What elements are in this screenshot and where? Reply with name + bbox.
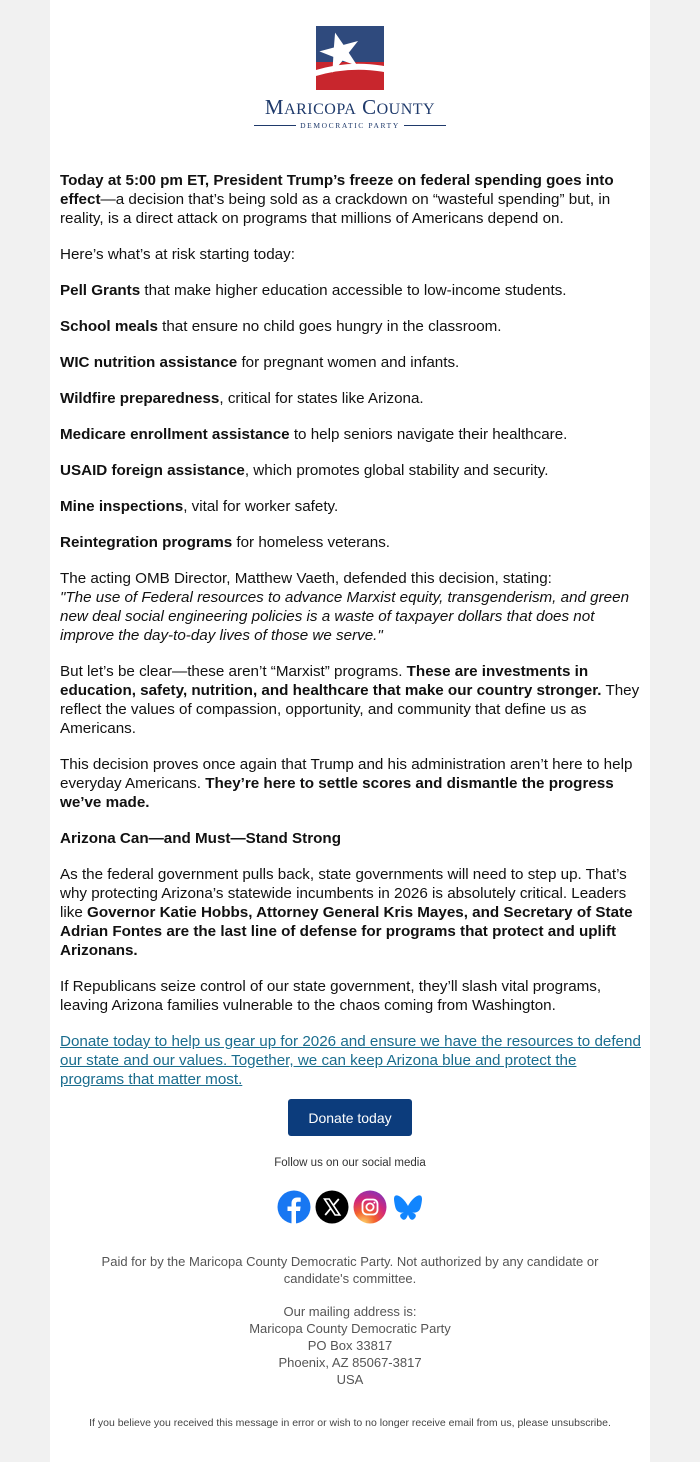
unsubscribe-notice: If you believe you received this message in error or wish to no longer receive email from us, please unsubscribe. <box>89 1417 611 1429</box>
clear-paragraph: But let’s be clear—these aren’t “Marxist” programs. These are investments in education, safety, nutrition, and healthcare that make our country stronger. They reflect the values of compassion, opportunity, and community that define us as Americans. <box>60 663 640 737</box>
logo-title: MARICOPA COUNTY <box>264 95 436 119</box>
email-body <box>60 171 642 1089</box>
email-card <box>50 0 650 1462</box>
list-item: School meals that ensure no child goes hungry in the classroom. <box>60 318 502 335</box>
intro-paragraph: Today at 5:00 pm ET, President Trump’s freeze on federal spending goes into effect—a decision that’s being sold as a crackdown on “wasteful spending” but, in reality, is a direct attack on programs that millions of Americans depend on. <box>60 172 614 227</box>
x-icon[interactable] <box>315 1190 349 1224</box>
mailing-address: Our mailing address is: Maricopa County Democratic Party PO Box 33817 Phoenix, AZ 85067-3817 USA <box>249 1304 451 1387</box>
bluesky-icon[interactable] <box>391 1190 425 1224</box>
section-heading: Arizona Can—and Must—Stand Strong <box>60 830 341 847</box>
republicans-paragraph: If Republicans seize control of our state government, they’ll slash vital programs, leaving Arizona families vulnerable to the chaos coming from Washington. <box>60 978 602 1014</box>
facebook-icon[interactable] <box>277 1190 311 1224</box>
list-item: Mine inspections, vital for worker safety. <box>60 498 339 515</box>
donate-today-button[interactable]: Donate today <box>288 1099 412 1136</box>
instagram-icon[interactable] <box>353 1190 387 1224</box>
at-risk-heading: Here’s what’s at risk starting today: <box>60 246 295 263</box>
paid-for-disclaimer: Paid for by the Maricopa County Democratic Party. Not authorized by any candidate or candidate's committee. <box>101 1254 599 1286</box>
donate-link[interactable]: Donate today to help us gear up for 2026 and ensure we have the resources to defend our state and our values. Together, we can keep Arizona blue and protect the programs that matter most. <box>60 1033 641 1088</box>
follow-label: Follow us on our social media <box>274 1157 426 1169</box>
donate-paragraph <box>60 1032 642 1089</box>
logo-subtitle: DEMOCRATIC PARTY <box>50 121 650 130</box>
logo <box>50 26 650 130</box>
list-item: USAID foreign assistance, which promotes global stability and security. <box>60 462 549 479</box>
list-item: WIC nutrition assistance for pregnant women and infants. <box>60 354 460 371</box>
proves-paragraph: This decision proves once again that Trump and his administration aren’t here to help everyday Americans. They’re here to settle scores and dismantle the progress we’ve made. <box>60 756 633 811</box>
federal-paragraph: As the federal government pulls back, state governments will need to step up. That’s why protecting Arizona’s statewide incumbents in 2026 is absolutely critical. Leaders like Governor Katie Hobbs, Attorney General Kris Mayes, and Secretary of State Adrian Fontes are the last line of defense for programs that protect and uplift Arizonans. <box>60 866 633 959</box>
list-item: Pell Grants that make higher education accessible to low-income students. <box>60 282 567 299</box>
list-item: Wildfire preparedness, critical for states like Arizona. <box>60 390 424 407</box>
list-item: Reintegration programs for homeless veterans. <box>60 534 391 551</box>
list-item: Medicare enrollment assistance to help seniors navigate their healthcare. <box>60 426 568 443</box>
star-flag-logo-icon <box>316 26 384 90</box>
social-icons <box>277 1190 425 1224</box>
omb-paragraph: The acting OMB Director, Matthew Vaeth, defended this decision, stating: "The use of Federal resources to advance Marxist equity, transgenderism, and green new deal social engineering policies is a waste of taxpayer dollars that does not improve the day-to-day lives of those we serve." <box>60 570 630 644</box>
